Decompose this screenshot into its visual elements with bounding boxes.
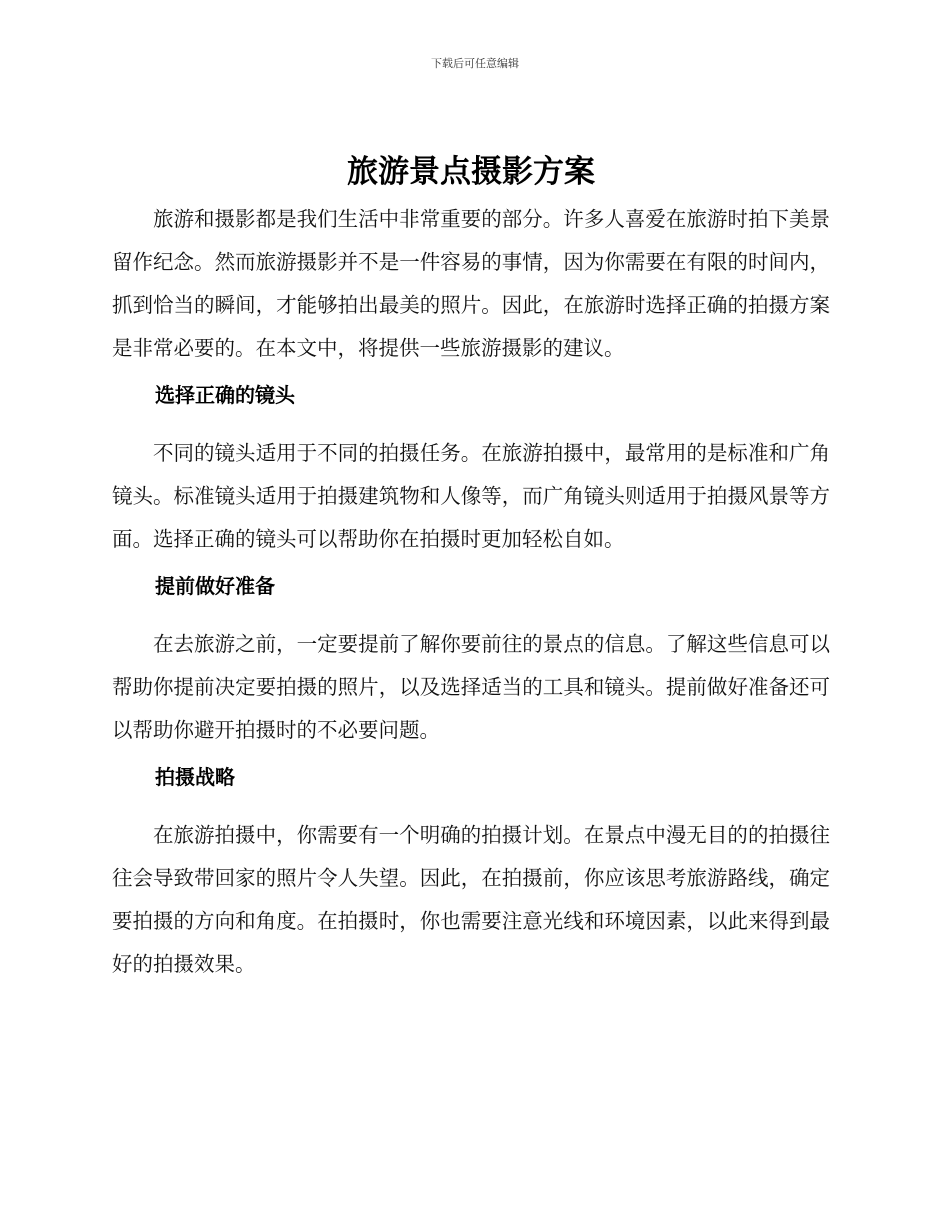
intro-paragraph: 旅游和摄影都是我们生活中非常重要的部分。许多人喜爱在旅游时拍下美景留作纪念。然而旅游摄影并不是一件容易的事情，因为你需要在有限的时间内，抓到恰当的瞬间，才能够拍出最美的照片。因此，在旅游时选择正确的拍摄方案是非常必要的。在本文中，将提供一些旅游摄影的建议。 [112,207,830,360]
section-heading-preparation: 提前做好准备 [155,574,275,598]
document-body [112,150,830,986]
section-heading-lens: 选择正确的镜头 [155,383,295,407]
section-body-preparation: 在去旅游之前，一定要提前了解你要前往的景点的信息。了解这些信息可以帮助你提前决定要拍摄的照片，以及选择适当的工具和镜头。提前做好准备还可以帮助你避开拍摄时的不必要问题。 [112,632,830,742]
section-body-strategy: 在旅游拍摄中，你需要有一个明确的拍摄计划。在景点中漫无目的的拍摄往往会导致带回家的照片令人失望。因此，在拍摄前，你应该思考旅游路线，确定要拍摄的方向和角度。在拍摄时，你也需要注意光线和环境因素，以此来得到最好的拍摄效果。 [112,823,830,976]
section-heading-strategy: 拍摄战略 [155,765,235,789]
document-title: 旅游景点摄影方案 [347,154,595,190]
section-body-lens: 不同的镜头适用于不同的拍摄任务。在旅游拍摄中，最常用的是标准和广角镜头。标准镜头适用于拍摄建筑物和人像等，而广角镜头则适用于拍摄风景等方面。选择正确的镜头可以帮助你在拍摄时更加轻松自如。 [112,441,830,551]
page-header-note: 下载后可任意编辑 [431,57,519,70]
